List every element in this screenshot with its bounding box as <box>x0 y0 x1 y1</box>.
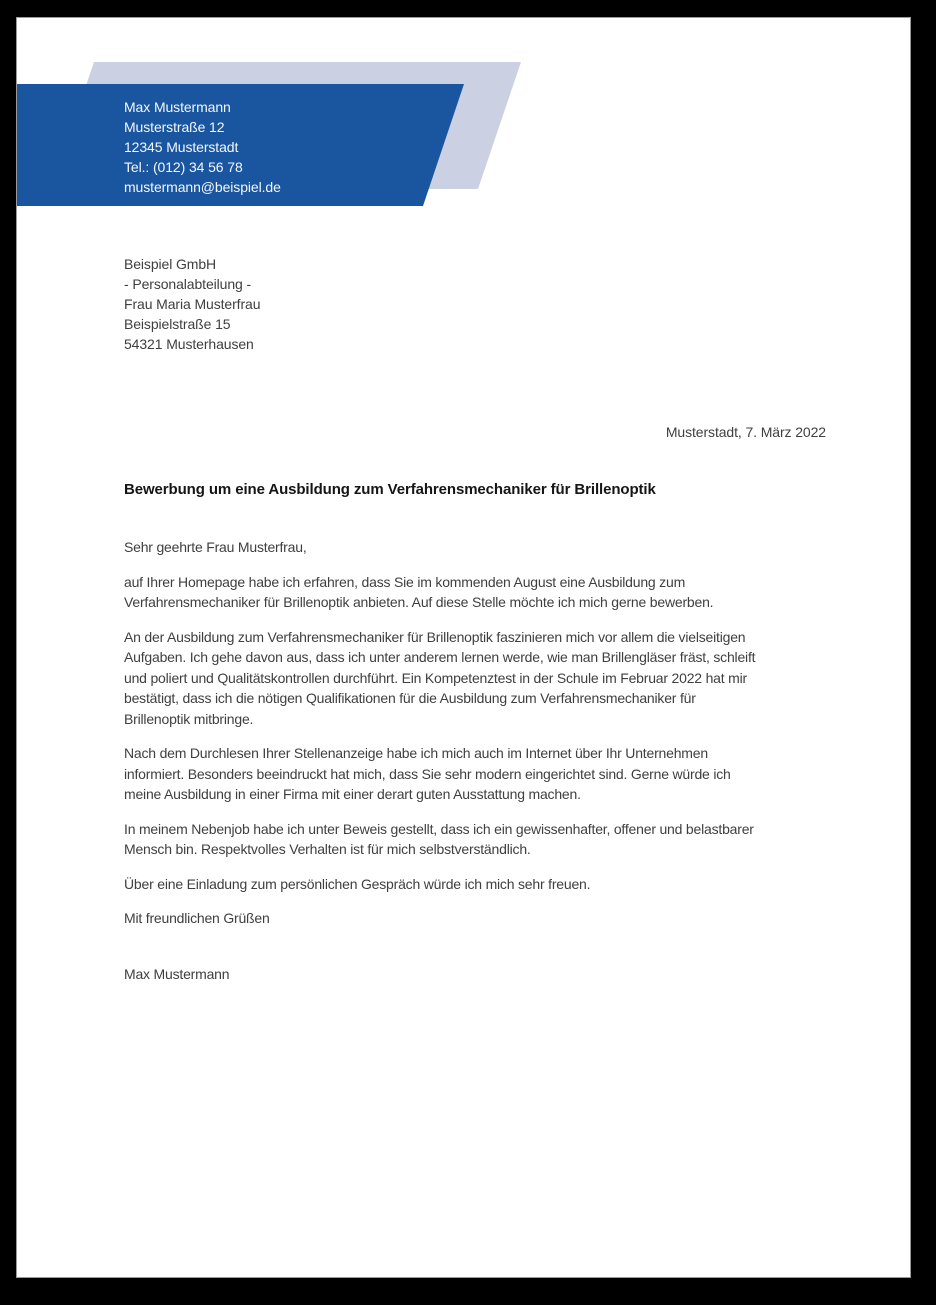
sender-name: Max Mustermann <box>124 99 231 115</box>
recipient-city: 54321 Musterhausen <box>124 336 254 352</box>
sender-phone: Tel.: (012) 34 56 78 <box>124 159 243 175</box>
signature-name: Max Mustermann <box>124 965 230 982</box>
subject-line: Bewerbung um eine Ausbildung zum Verfahrensmechaniker für Brillenoptik <box>124 481 656 498</box>
letter-page <box>16 17 911 1278</box>
recipient-street: Beispielstraße 15 <box>124 316 231 332</box>
intro-paragraph: auf Ihrer Homepage habe ich erfahren, dass Sie im kommenden August eine Ausbildung zum Verfahrensmechaniker für Brillenoptik anbieten. Auf diese Stelle möchte ich mich gerne bewerben. <box>124 573 714 610</box>
invitation-paragraph: Über eine Einladung zum persönlichen Gespräch würde ich mich sehr freuen. <box>124 875 591 892</box>
salutation-paragraph: Sehr geehrte Frau Musterfrau, <box>124 539 307 555</box>
sender-city: 12345 Musterstadt <box>124 139 239 155</box>
letter-body <box>124 537 854 984</box>
recipient-department: - Personalabteilung - <box>124 276 252 292</box>
qualities-paragraph: In meinem Nebenjob habe ich unter Beweis gestellt, dass ich ein gewissenhafter, offener und belastbarer Mensch bin. Respektvolles Verhalten ist für mich selbstverständlich. <box>124 820 754 857</box>
recipient-contact: Frau Maria Musterfrau <box>124 296 261 312</box>
motivation-paragraph: An der Ausbildung zum Verfahrensmechaniker für Brillenoptik faszinieren mich vor allem die vielseitigen Aufgaben. Ich gehe davon aus, dass ich unter anderem lernen werde, wie man Brillengläser fräst, schleift und poliert und Qualitätskontrollen durchführt. Ein Kompetenztest in der Schule im Februar 2022 hat mir bestätigt, dass ich die nötigen Qualifikationen für die Ausbildung zum Verfahrensmechaniker für Brillenoptik mitbringe. <box>124 628 756 727</box>
sender-block <box>124 97 281 197</box>
sender-email: mustermann@beispiel.de <box>124 179 281 195</box>
date-line: Musterstadt, 7. März 2022 <box>665 424 826 440</box>
recipient-company: Beispiel GmbH <box>124 256 217 272</box>
sender-street: Musterstraße 12 <box>124 119 225 135</box>
recipient-block <box>124 254 260 354</box>
company-paragraph: Nach dem Durchlesen Ihrer Stellenanzeige habe ich mich auch im Internet über Ihr Unternehmen informiert. Besonders beeindruckt hat mich, dass Sie sehr modern eingerichtet sind. Gerne würde ich meine Ausbildung in einer Firma mit einer derart guten Ausstattung machen. <box>124 745 731 802</box>
closing-line: Mit freundlichen Grüßen <box>124 910 270 926</box>
